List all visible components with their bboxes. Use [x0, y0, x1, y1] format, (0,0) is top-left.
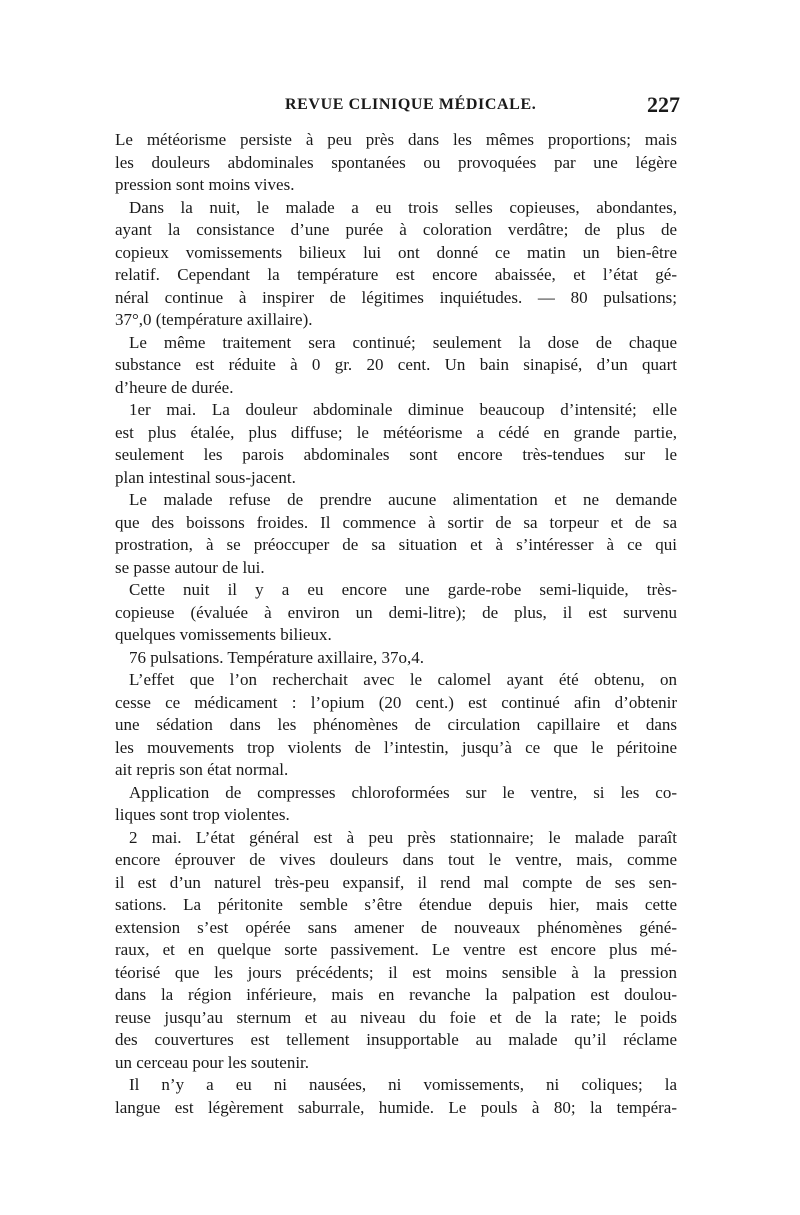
text-line: extension s’est opérée sans amener de nouveaux phénomènes géné- — [115, 917, 677, 937]
text-line: téorisé que les jours précédents; il est moins sensible à la pression — [115, 962, 677, 982]
body-text — [115, 129, 677, 1119]
text-line: copieuse (évaluée à environ un demi-litre); de plus, il est survenu — [115, 602, 677, 622]
text-line: relatif. Cependant la température est encore abaissée, et l’état gé- — [115, 265, 677, 284]
page-number: 227 — [647, 92, 680, 117]
text-line: une sédation dans les phénomènes de circulation capillaire et dans — [115, 715, 677, 734]
text-line: que des boissons froides. Il commence à sortir de sa torpeur et de sa — [115, 512, 677, 532]
text-line: ait repris son état normal. — [115, 760, 289, 779]
text-line: pression sont moins vives. — [115, 175, 295, 194]
text-line: 37°,0 (température axillaire). — [115, 310, 313, 329]
text-line: seulement les parois abdominales sont encore très-tendues sur le — [115, 445, 677, 464]
text-line: se passe autour de lui. — [115, 557, 265, 577]
text-line: les douleurs abdominales spontanées ou provoquées par une légère — [115, 152, 677, 172]
text-line: Il n’y a eu ni nausées, ni vomissements, ni coliques; la — [129, 1075, 677, 1094]
text-line: est plus étalée, plus diffuse; le météorisme a cédé en grande partie, — [115, 422, 677, 442]
text-line: plan intestinal sous-jacent. — [115, 467, 296, 487]
text-line: Dans la nuit, le malade a eu trois selles copieuses, abondantes, — [129, 197, 677, 217]
text-line: les mouvements trop violents de l’intestin, jusqu’à ce que le péritoine — [115, 737, 677, 757]
text-line: 1er mai. La douleur abdominale diminue beaucoup d’intensité; elle — [129, 400, 677, 419]
text-line: Le météorisme persiste à peu près dans les mêmes proportions; mais — [115, 130, 677, 149]
text-line: d’heure de durée. — [115, 377, 234, 397]
text-line: prostration, à se préoccuper de sa situation et à s’intéresser à ce qui — [115, 535, 677, 554]
text-line: cesse ce médicament : l’opium (20 cent.) est continué afin d’obtenir — [115, 692, 677, 712]
text-line: Application de compresses chloroformées sur le ventre, si les co- — [129, 782, 677, 802]
text-line: reuse jusqu’au sternum et au niveau du foie et de la rate; le poids — [115, 1007, 677, 1027]
text-line: des couvertures est tellement insupportable au malade qu’il réclame — [115, 1030, 677, 1049]
text-line: liques sont trop violentes. — [115, 805, 290, 824]
text-line: langue est légèrement saburrale, humide. Le pouls à 80; la tempéra- — [115, 1097, 677, 1117]
text-line: substance est réduite à 0 gr. 20 cent. Un bain sinapisé, d’un quart — [115, 355, 677, 374]
text-line: dans la région inférieure, mais en revanche la palpation est doulou- — [115, 985, 677, 1004]
text-line: ayant la consistance d’une purée à coloration verdâtre; de plus de — [115, 220, 677, 239]
text-line: Le malade refuse de prendre aucune alimentation et ne demande — [129, 490, 677, 509]
text-line: quelques vomissements bilieux. — [115, 625, 332, 644]
text-line: Le même traitement sera continué; seulement la dose de chaque — [129, 332, 677, 352]
text-line: L’effet que l’on recherchait avec le calomel ayant été obtenu, on — [129, 670, 677, 689]
text-line: néral continue à inspirer de légitimes inquiétudes. — 80 pulsations; — [115, 287, 677, 307]
text-line: encore éprouver de vives douleurs dans tout le ventre, mais, comme — [115, 850, 677, 869]
text-line: raux, et en quelque sorte passivement. Le ventre est encore plus mé- — [115, 940, 677, 959]
text-line: il est d’un naturel très-peu expansif, il rend mal compte de ses sen- — [115, 872, 677, 892]
text-line: un cerceau pour les soutenir. — [115, 1052, 310, 1072]
text-line: 2 mai. L’état général est à peu près stationnaire; le malade paraît — [129, 827, 677, 847]
running-header-title: REVUE CLINIQUE MÉDICALE. — [285, 96, 537, 113]
text-line: sations. La péritonite semble s’être étendue depuis hier, mais cette — [115, 895, 677, 914]
text-line: copieux vomissements bilieux lui ont donné ce matin un bien-être — [115, 242, 677, 262]
text-line: Cette nuit il y a eu encore une garde-robe semi-liquide, très- — [129, 580, 677, 599]
running-header — [115, 92, 680, 120]
text-line: 76 pulsations. Température axillaire, 37o,4. — [129, 647, 424, 667]
